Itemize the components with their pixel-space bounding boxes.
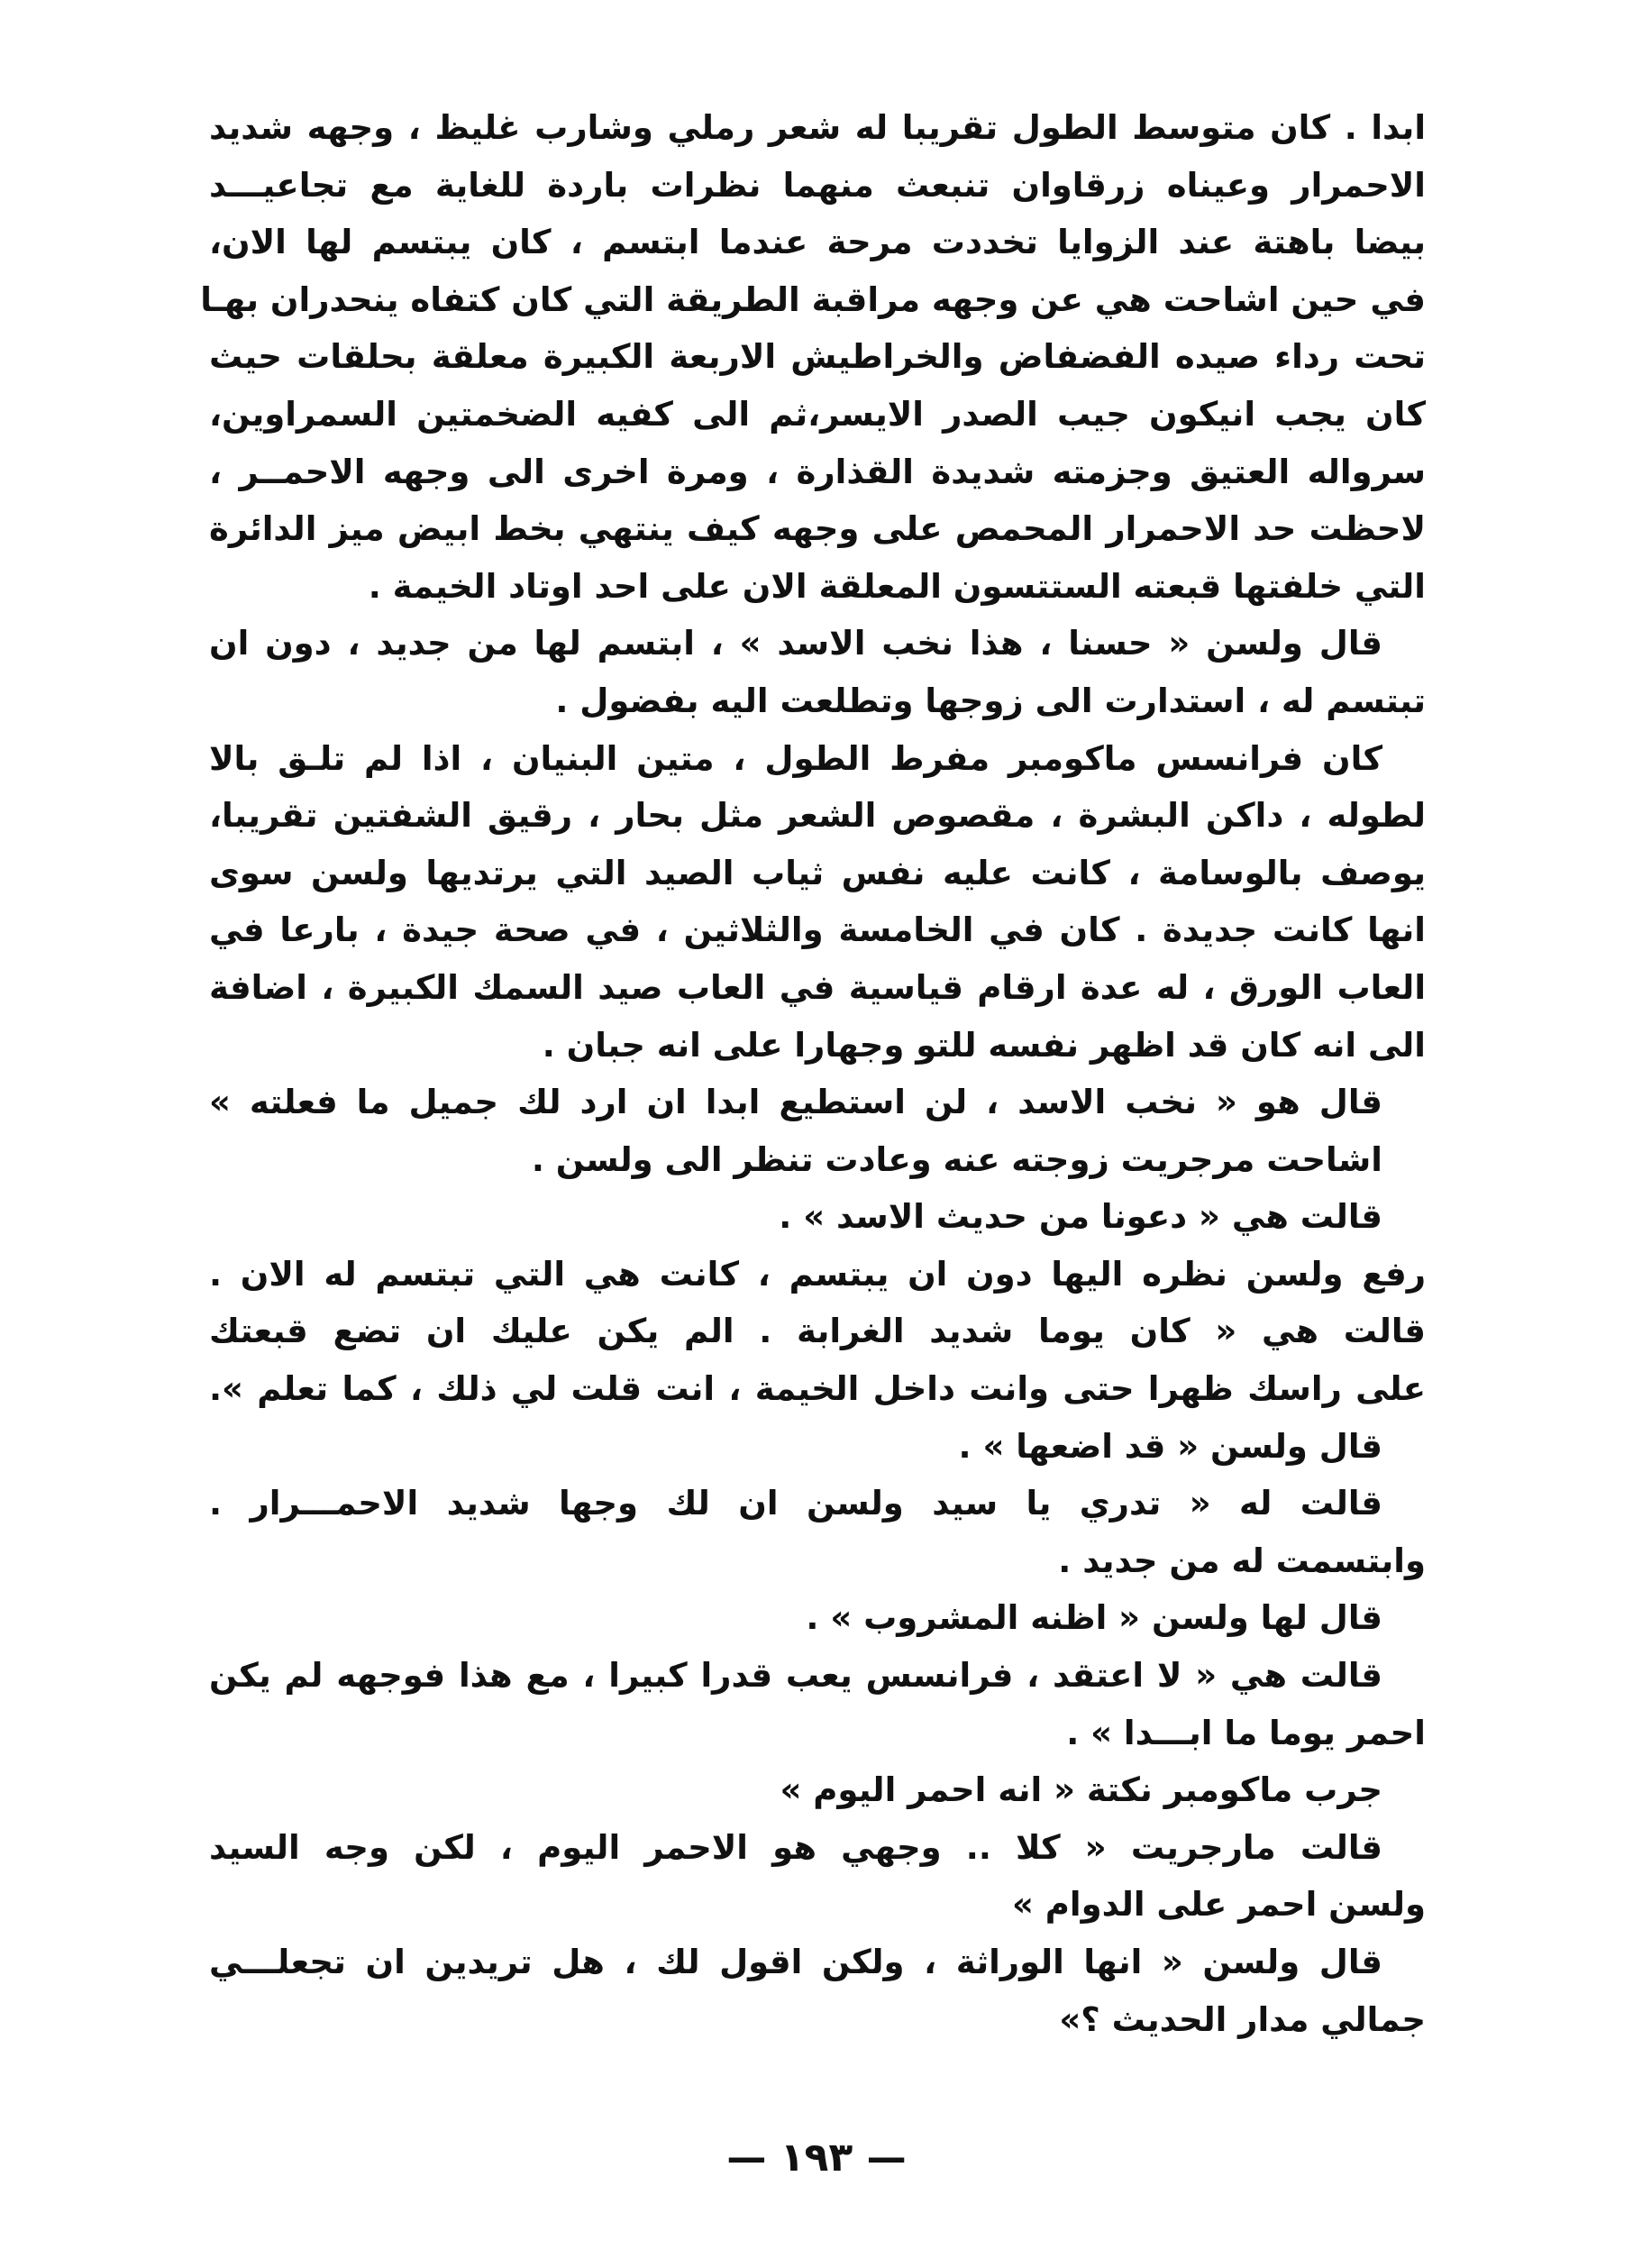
- text-line-28: قالت هي « لا اعتقد ، فرانسس يعب قدرا كبيرا ، مع هذا فوجهه لم يكن: [209, 1656, 1382, 1696]
- text-line-3: بيضا باهتة عند الزوايا تخددت مرحة عندما ابتسم ، كان يبتسم لها الان،: [209, 223, 1426, 262]
- text-line-18: قال هو « نخب الاسد ، لن استطيع ابدا ان ارد لك جميل ما فعلته »: [209, 1083, 1382, 1122]
- text-line-16: العاب الورق ، له عدة ارقام قياسية في العاب صيد السمك الكبيرة ، اضافة: [209, 967, 1426, 1007]
- text-line-11: تبتسم له ، استدارت الى زوجها وتطلعت اليه بفضول .: [555, 681, 1426, 720]
- page-number: — ١٩٣ —: [726, 2135, 907, 2181]
- text-line-30: جرب ماكومبر نكتة « انه احمر اليوم »: [780, 1770, 1382, 1810]
- text-line-32: ولسن احمر على الدوام »: [1012, 1885, 1426, 1925]
- text-line-31: قالت مارجريت « كلا .. وجهي هو الاحمر اليوم ، لكن وجه السيد: [209, 1827, 1382, 1867]
- text-line-22: قالت هي « كان يوما شديد الغرابة . الم يكن عليك ان تضع قبعتك: [209, 1312, 1426, 1351]
- text-line-6: كان يجب انيكون جيب الصدر الايسر،ثم الى كفيه الضخمتين السمراوين،: [209, 394, 1426, 434]
- text-line-24: قال ولسن « قد اضعها » .: [958, 1426, 1382, 1466]
- text-line-34: جمالي مدار الحديث ؟»: [1059, 1999, 1426, 2039]
- text-line-2: الاحمرار وعيناه زرقاوان تنبعث منهما نظرات باردة للغاية مع تجاعيـــد: [209, 165, 1426, 205]
- text-line-23: على راسك ظهرا حتى وانت داخل الخيمة ، انت قلت لي ذلك ، كما تعلم ».: [209, 1369, 1426, 1409]
- text-line-29: احمر يوما ما ابـــدا » .: [1066, 1713, 1426, 1752]
- page-body: [200, 99, 1426, 2048]
- text-line-5: تحت رداء صيده الفضفاض والخراطيش الاربعة الكبيرة معلقة بحلقات حيث: [209, 337, 1426, 377]
- text-line-9: التي خلفتها قبعته الستتسون المعلقة الان على احد اوتاد الخيمة .: [368, 566, 1426, 606]
- text-line-13: لطوله ، داكن البشرة ، مقصوص الشعر مثل بحار ، رقيق الشفتين تقريبا،: [209, 796, 1426, 836]
- text-line-4: في حين اشاحت هي عن وجهه مراقبة الطريقة التي كان كتفاه ينحدران بهـا: [200, 279, 1426, 319]
- text-line-15: انها كانت جديدة . كان في الخامسة والثلاثين ، في صحة جيدة ، بارعا في: [209, 910, 1426, 950]
- text-line-7: سرواله العتيق وجزمته شديدة القذارة ، ومرة اخرى الى وجهه الاحمــر ،: [209, 452, 1426, 491]
- text-line-14: يوصف بالوسامة ، كانت عليه نفس ثياب الصيد التي يرتديها ولسن سوى: [209, 853, 1426, 892]
- text-line-17: الى انه كان قد اظهر نفسه للتو وجهارا على انه جبان .: [542, 1025, 1426, 1065]
- text-line-12: كان فرانسس ماكومبر مفرط الطول ، متين البنيان ، اذا لم تلـق بالا: [209, 738, 1382, 778]
- text-line-27: قال لها ولسن « اظنه المشروب » .: [806, 1598, 1382, 1638]
- text-line-25: قالت له « تدري يا سيد ولسن ان لك وجها شديد الاحمـــرار .: [209, 1484, 1382, 1523]
- text-line-26: وابتسمت له من جديد .: [1058, 1541, 1426, 1580]
- text-line-1: ابدا . كان متوسط الطول تقريبا له شعر رملي وشارب غليظ ، وجهه شديد: [209, 108, 1426, 147]
- text-line-19: اشاحت مرجريت زوجته عنه وعادت تنظر الى ولسن .: [531, 1139, 1382, 1179]
- text-line-33: قال ولسن « انها الوراثة ، ولكن اقول لك ، هل تريدين ان تجعلـــي: [209, 1943, 1382, 1981]
- text-line-8: لاحظت حد الاحمرار المحمص على وجهه كيف ينتهي بخط ابيض ميز الدائرة: [209, 509, 1426, 549]
- text-line-21: رفع ولسن نظره اليها دون ان يبتسم ، كانت هي التي تبتسم له الان .: [209, 1254, 1426, 1294]
- text-line-20: قالت هي « دعونا من حديث الاسد » .: [779, 1197, 1382, 1237]
- text-line-10: قال ولسن « حسنا ، هذا نخب الاسد » ، ابتسم لها من جديد ، دون ان: [209, 624, 1382, 663]
